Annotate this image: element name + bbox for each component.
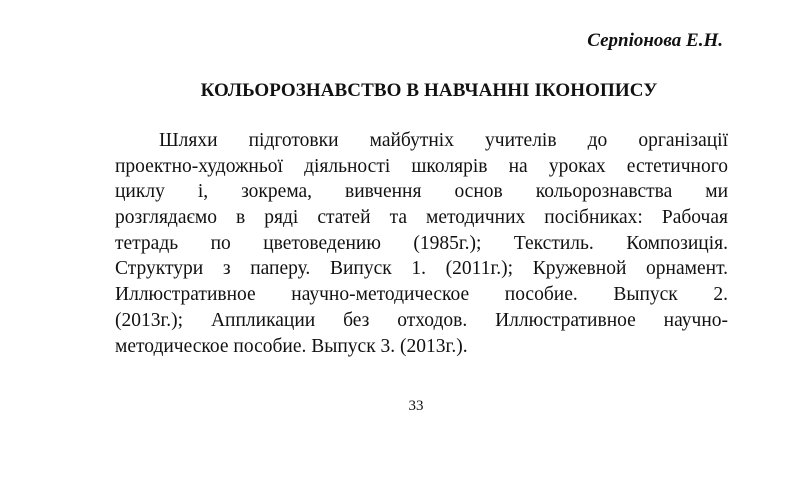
page-number: 33	[408, 398, 424, 414]
paragraph-line: методическое пособие. Выпуск 3. (2013г.).	[115, 335, 468, 357]
paragraph-line: Структури з паперу. Випуск 1. (2011г.); Кружевной орнамент.	[115, 258, 728, 280]
paragraph-line: проектно-художньої діяльності школярів на уроках естетичного	[115, 155, 728, 177]
paragraph-line: тетрадь по цветоведению (1985г.); Текстиль. Композиція.	[115, 232, 728, 254]
author-name: Серпіонова Е.Н.	[587, 30, 723, 51]
article-paragraph	[115, 128, 728, 359]
paragraph-line: циклу і, зокрема, вивчення основ кольорознавства ми	[115, 181, 728, 203]
paragraph-line: розглядаємо в ряді статей та методичних посібниках: Рабочая	[115, 207, 728, 229]
paragraph-line: Иллюстративное научно-методическое пособие. Выпуск 2.	[115, 284, 728, 306]
paragraph-line: Шляхи підготовки майбутніх учителів до організації	[159, 130, 728, 151]
paragraph-line: (2013г.); Аппликации без отходов. Иллюстративное научно-	[115, 309, 728, 331]
article-title: КОЛЬОРОЗНАВСТВО В НАВЧАННІ ІКОНОПИСУ	[200, 80, 658, 101]
